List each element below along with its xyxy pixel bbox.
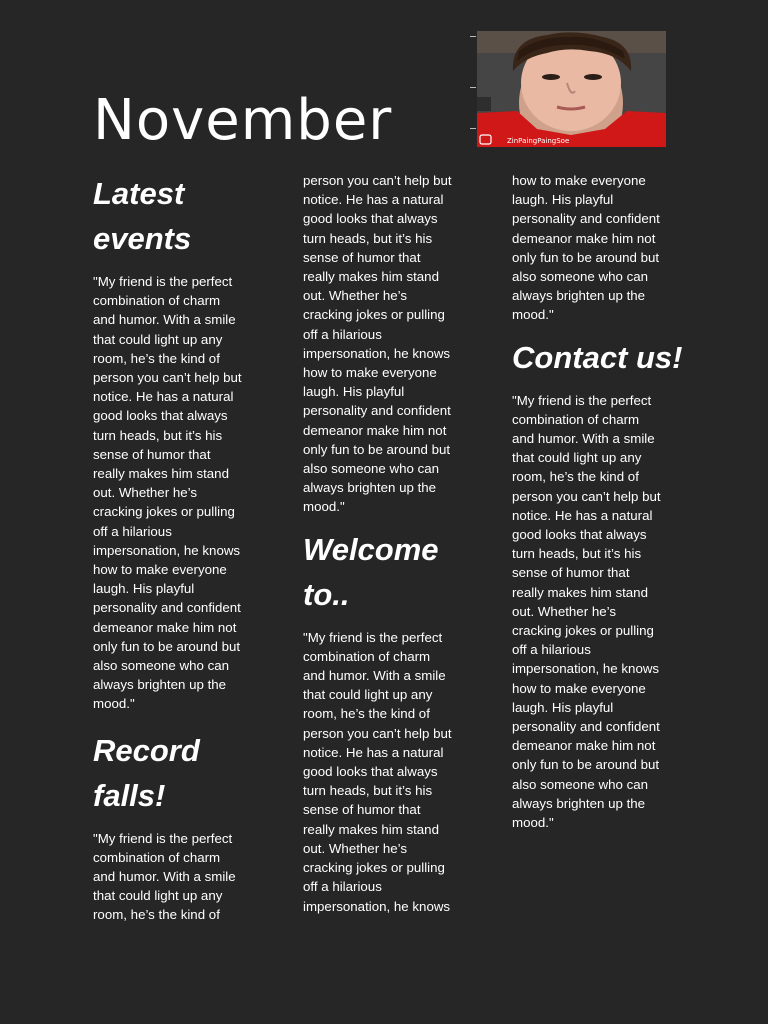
profile-photo [477, 31, 666, 147]
welcome-text: "My friend is the perfect combination of charm and humor. With a smile that could light up any room, he’s the kind of person you can’t help but notice. He has a natural good looks that always turn heads, but it’s his sense of humor that really makes him stand out. Whether he’s cracking jokes or pulling off a hilarious impersonation, he knows [303, 629, 452, 914]
latest-events-text: "My friend is the perfect combination of charm and humor. With a smile that could light up any room, he’s the kind of person you can’t help but notice. He has a natural good looks that always turn heads, but it’s his sense of humor that really makes him stand out. Whether he’s cracking jokes or pulling off a hilarious impersonation, he knows how to make everyone laugh. His playful personality and confident demeanor make him not only fun to be around but also someone who can always brighten up the mood." [93, 274, 242, 712]
latest-events-heading: Latest events [93, 176, 192, 256]
contact-heading: Contact us! [512, 339, 683, 375]
column-1 [93, 171, 271, 982]
image-handle-mark [470, 36, 476, 37]
column-3 [512, 171, 690, 832]
page-title: November [93, 88, 393, 153]
record-falls-text: "My friend is the perfect combination of charm and humor. With a smile that could light up any room, he’s the kind of [93, 830, 236, 923]
image-handle-mark [470, 128, 476, 129]
welcome-heading: Welcome to.. [303, 531, 439, 612]
latest-events-text-continued: person you can’t help but notice. He has a natural good looks that always turn heads, but it’s his sense of humor that really makes him stand out. Whether he’s cracking jokes or pulling off a hilarious impersonation, he knows how to make everyone laugh. His playful personality and confident demeanor make him not only fun to be around but also someone who can always brighten up the mood." [303, 173, 452, 515]
record-falls-heading: Record falls! [93, 732, 200, 813]
welcome-text-continued: how to make everyone laugh. His playful personality and confident demeanor make him not only fun to be around but also someone who can always brighten up the mood." [512, 173, 660, 323]
photo-caption: ZinPaingPaingSoe [507, 137, 570, 145]
contact-text: "My friend is the perfect combination of charm and humor. With a smile that could light up any room, he’s the kind of person you can’t help but notice. He has a natural good looks that always turn heads, but it’s his sense of humor that really makes him stand out. Whether he’s cracking jokes or pulling off a hilarious impersonation, he knows how to make everyone laugh. His playful personality and confident demeanor make him not only fun to be around but also someone who can always brighten up the mood." [512, 392, 661, 831]
image-handle-mark [470, 87, 476, 88]
column-2 [303, 171, 481, 916]
